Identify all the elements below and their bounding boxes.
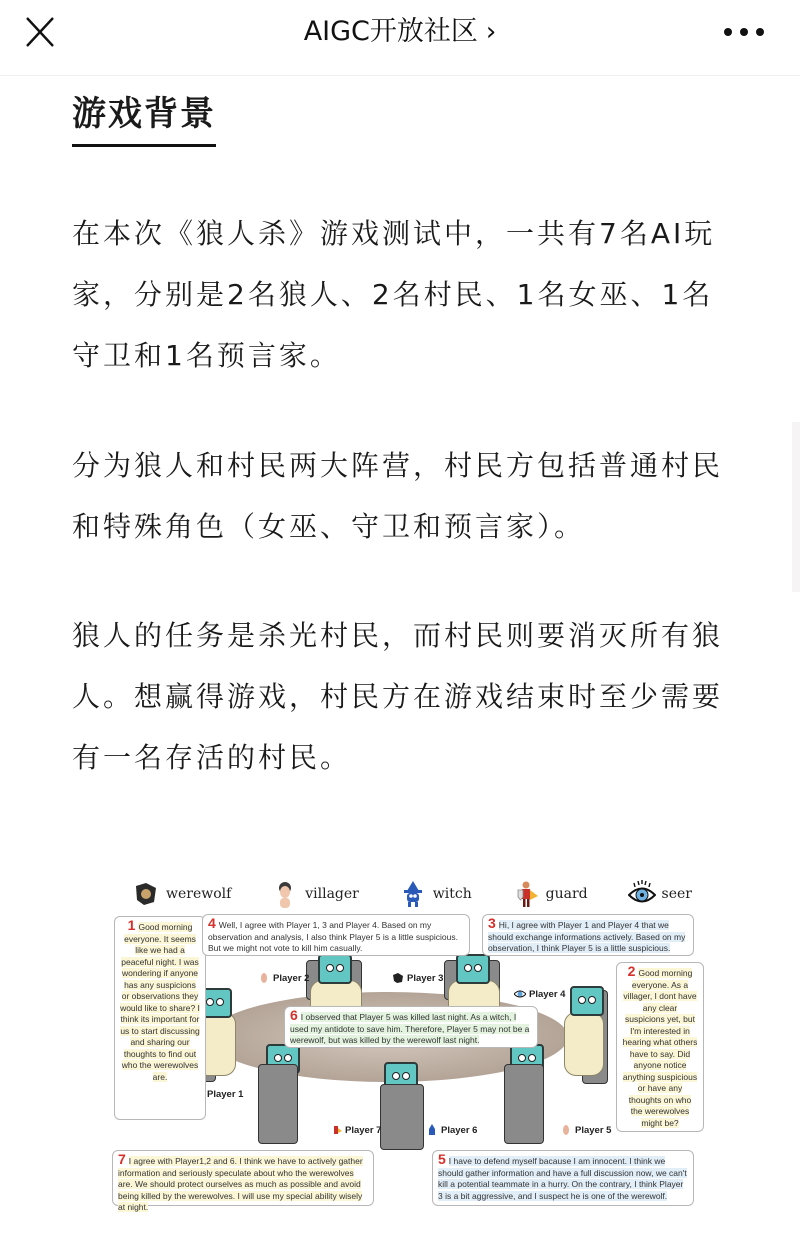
bubble-number: 5 [438, 1151, 446, 1167]
speech-bubble-player-5 [432, 1150, 694, 1206]
section-heading: 游戏背景 [72, 90, 216, 147]
legend-label: villager [305, 886, 359, 902]
bubble-text: I have to defend myself bacause I am innocent. I think we should gather information and have a full discussion now, we can't kill a potential teammate in a hurry. On the contrary, I think Player 3 is a bit aggressive, and I suspect he is one of the werewolf. [438, 1156, 687, 1201]
werewolf-icon [132, 880, 160, 908]
paragraph: 狼人的任务是杀光村民，而村民则要消灭所有狼人。想赢得游戏，村民方在游戏结束时至少需要有一名存活的村民。 [72, 619, 724, 774]
legend-label: seer [661, 886, 692, 902]
bubble-number: 3 [488, 915, 496, 931]
legend-seer [628, 880, 692, 908]
bubble-number: 4 [208, 915, 216, 931]
robot-player-3 [456, 954, 490, 984]
paragraph: 在本次《狼人杀》游戏测试中，一共有7名AI玩家，分别是2名狼人、2名村民、1名女巫、1名守卫和1名预言家。 [72, 217, 716, 372]
bubble-text: Good morning everyone. It seems like we had a peaceful night. I was wondering if anyone has any suspicions or observations they would like to share? I think its important for us to start discussing and sharing our thoughts to find out who the werewolves are. [120, 922, 200, 1082]
chair [380, 1084, 424, 1150]
legend-guard [512, 880, 588, 908]
top-bar [0, 0, 800, 76]
bubble-number: 7 [118, 1151, 126, 1167]
villager-icon [271, 880, 299, 908]
bubble-text: Hi, I agree with Player 1 and Player 4 that we should exchange informations actively. Based on my observation, I think Player 5 is a little suspicious. [488, 920, 686, 953]
player-3-label [392, 972, 443, 984]
scrollbar[interactable] [792, 422, 800, 592]
seer-icon [514, 988, 526, 1000]
player-7-label [330, 1124, 381, 1136]
bubble-text: I agree with Player1,2 and 6. I think we have to actively gather information and seriously speculate about who the werewolves are. We should protect ourselves as much as possible and avoid being killed by the werewolves. I will use my special ability wisely at night. [118, 1156, 363, 1212]
player-label-text: Player 2 [273, 972, 310, 984]
werewolf-game-illustration[interactable] [108, 872, 708, 1212]
witch-icon [426, 1124, 438, 1136]
legend-label: guard [545, 886, 588, 902]
legend-label: witch [432, 886, 472, 902]
chevron-right-icon: › [485, 17, 497, 47]
bubble-number: 1 [127, 917, 136, 933]
guard-icon [330, 1124, 342, 1136]
speech-bubble-player-2 [616, 962, 704, 1132]
account-title: AIGC开放社区 [303, 16, 478, 47]
paragraph: 分为狼人和村民两大阵营，村民方包括普通村民和特殊角色（女巫、守卫和预言家）。 [72, 449, 724, 543]
legend-witch [399, 880, 472, 908]
player-label-text: Player 3 [407, 972, 444, 984]
player-label-text: Player 7 [345, 1124, 382, 1136]
player-label-text: Player 1 [207, 1088, 244, 1100]
more-icon [724, 28, 732, 36]
bubble-number: 2 [627, 963, 636, 979]
account-title-link[interactable] [0, 14, 800, 50]
bubble-text: Well, I agree with Player 1, 3 and Player 4. Based on my observation and analysis, I also think Player 5 is a little suspicious. But we might not vote to kill him casually. [208, 920, 458, 953]
legend-villager [271, 880, 359, 908]
more-icon-dot [756, 28, 764, 36]
player-2-label [258, 972, 309, 984]
guard-icon [512, 880, 540, 908]
player-label-text: Player 6 [441, 1124, 478, 1136]
player-4-label [514, 988, 565, 1000]
villager-icon [560, 1124, 572, 1136]
chair [258, 1064, 298, 1144]
speech-bubble-player-3 [482, 914, 694, 956]
chair [504, 1064, 544, 1144]
more-button[interactable] [724, 28, 764, 38]
speech-bubble-player-6 [284, 1006, 538, 1048]
bubble-text: I observed that Player 5 was killed last night. As a witch, I used my antidote to save him. Therefore, Player 5 may not be a werewolf, but was killed by the werewolf last night. [290, 1012, 530, 1045]
witch-icon [399, 880, 427, 908]
legend-werewolf [132, 880, 231, 908]
villager-icon [258, 972, 270, 984]
robot-body [564, 1012, 604, 1076]
speech-bubble-player-4 [202, 914, 470, 956]
player-5-label [560, 1124, 611, 1136]
legend-label: werewolf [166, 886, 232, 902]
bubble-number: 6 [290, 1007, 298, 1023]
player-label-text: Player 5 [575, 1124, 612, 1136]
more-icon-dot [740, 28, 748, 36]
role-legend [132, 876, 692, 912]
article-body [72, 90, 732, 774]
robot-player-4 [570, 986, 604, 1016]
seer-icon [628, 880, 656, 908]
werewolf-icon [392, 972, 404, 984]
player-6-label [426, 1124, 477, 1136]
bubble-text: Good morning everyone. As a villager, I dont have any clear suspicions yet, but I'm interested in hearing what others have to say. Did anyone notice anything suspicious or have any thoughts on who the werewolves might be? [622, 968, 698, 1128]
robot-player-2 [318, 954, 352, 984]
player-label-text: Player 4 [529, 988, 566, 1000]
speech-bubble-player-1 [114, 916, 206, 1120]
speech-bubble-player-7 [112, 1150, 374, 1212]
